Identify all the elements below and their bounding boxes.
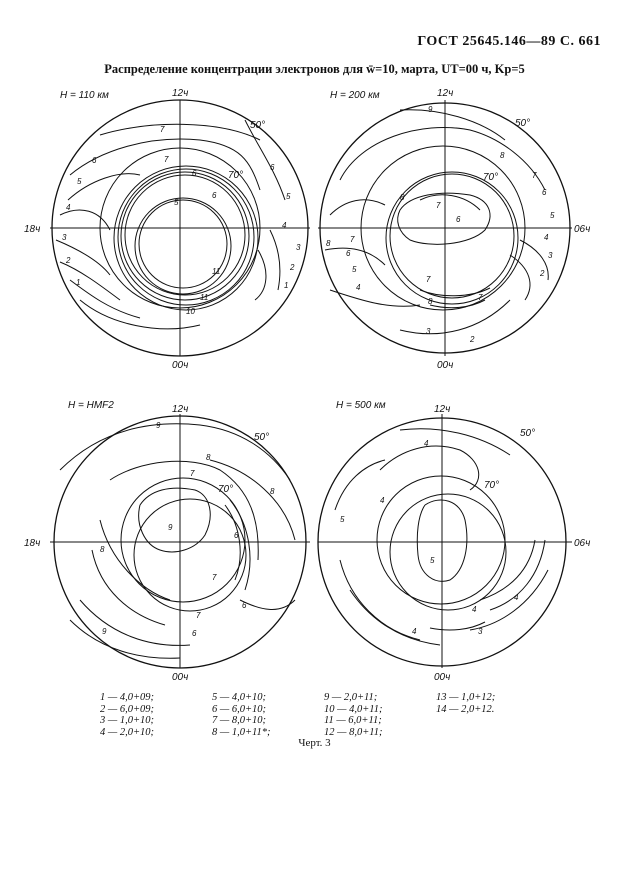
svg-text:4: 4	[424, 439, 429, 448]
svg-text:6: 6	[270, 163, 275, 172]
svg-text:4: 4	[356, 283, 361, 292]
svg-text:7: 7	[160, 125, 165, 134]
panel1-top-label: 12ч	[172, 88, 189, 99]
svg-text:8: 8	[428, 297, 433, 306]
legend-item: 7 — 8,0+10;	[212, 715, 267, 726]
legend-item: 5 — 4,0+10;	[212, 692, 267, 703]
svg-text:7: 7	[532, 171, 537, 180]
svg-text:3: 3	[426, 327, 431, 336]
panel4-lat70-label: 70°	[484, 480, 500, 491]
svg-text:8: 8	[500, 151, 505, 160]
svg-text:5: 5	[430, 556, 435, 565]
svg-text:4: 4	[380, 496, 385, 505]
legend-item: 11 — 6,0+11;	[324, 715, 382, 726]
svg-text:3: 3	[478, 627, 483, 636]
legend-item: 12 — 8,0+11;	[324, 726, 383, 738]
svg-text:5: 5	[352, 265, 357, 274]
legend-item: 4 — 2,0+10;	[100, 726, 155, 738]
panel1-bottom-label: 00ч	[172, 360, 189, 371]
svg-text:9: 9	[428, 105, 433, 114]
panel4-top-label: 12ч	[434, 404, 451, 415]
svg-text:7: 7	[478, 293, 483, 302]
panel3-top-label: 12ч	[172, 404, 189, 415]
svg-text:3: 3	[62, 233, 67, 242]
legend-item: 10 — 4,0+11;	[324, 703, 383, 715]
svg-text:5: 5	[77, 177, 82, 186]
svg-text:3: 3	[548, 251, 553, 260]
svg-text:4: 4	[282, 221, 287, 230]
svg-text:9: 9	[102, 627, 107, 636]
svg-text:6: 6	[92, 156, 97, 165]
svg-text:6: 6	[192, 169, 197, 178]
svg-text:8: 8	[206, 453, 211, 462]
svg-text:11: 11	[212, 267, 221, 276]
panel-500km	[318, 414, 572, 668]
svg-text:8: 8	[270, 487, 275, 496]
panel3-lat70-label: 70°	[218, 484, 234, 495]
svg-text:7: 7	[426, 275, 431, 284]
panel1-height-label: H = 110 км	[60, 90, 109, 101]
svg-text:4: 4	[66, 203, 71, 212]
svg-text:5: 5	[174, 198, 179, 207]
legend-item: 14 — 2,0+12.	[436, 703, 495, 715]
legend-item: 13 — 1,0+12;	[436, 692, 496, 703]
svg-text:4: 4	[412, 627, 417, 636]
panel2-height-label: H = 200 км	[330, 90, 380, 101]
panel2-bottom-label: 00ч	[437, 360, 454, 371]
svg-text:7: 7	[164, 155, 169, 164]
svg-text:7: 7	[212, 573, 217, 582]
panel4-height-label: H = 500 км	[336, 400, 386, 411]
svg-text:2: 2	[540, 269, 545, 278]
svg-text:2: 2	[470, 335, 475, 344]
panel2-top-label: 12ч	[437, 88, 454, 99]
svg-text:6: 6	[234, 531, 239, 540]
svg-text:9: 9	[168, 523, 173, 532]
svg-text:6: 6	[456, 215, 461, 224]
legend-item: 6 — 6,0+10;	[212, 703, 267, 715]
legend-item: 2 — 6,0+09;	[100, 703, 155, 715]
svg-text:1: 1	[76, 278, 81, 287]
svg-text:8: 8	[400, 193, 405, 202]
svg-text:6: 6	[242, 601, 247, 610]
panel-200km	[318, 100, 572, 356]
panel4-bottom-label: 00ч	[434, 672, 451, 683]
panel3-height-label: H = HMF2	[68, 400, 114, 411]
figure-title: Распределение концентрации электронов для w̄=10, марта, UT=00 ч, Kp=5	[104, 62, 525, 76]
svg-text:11: 11	[200, 293, 209, 302]
svg-text:6: 6	[542, 188, 547, 197]
panel-110km	[50, 100, 310, 356]
legend-item: 1 — 4,0+09;	[100, 692, 155, 703]
svg-text:2: 2	[66, 256, 71, 265]
svg-text:6: 6	[192, 629, 197, 638]
svg-text:6: 6	[346, 249, 351, 258]
panel4-right-label: 06ч	[574, 538, 591, 549]
svg-text:4: 4	[544, 233, 549, 242]
legend	[100, 692, 530, 738]
svg-text:6: 6	[212, 191, 217, 200]
panel-hmf2	[50, 414, 310, 668]
svg-text:5: 5	[550, 211, 555, 220]
svg-text:5: 5	[340, 515, 345, 524]
legend-item: 9 — 2,0+11;	[324, 692, 378, 703]
svg-text:8: 8	[326, 239, 331, 248]
svg-text:4: 4	[472, 605, 477, 614]
figure-caption: Черт. 3	[298, 737, 331, 749]
svg-text:9: 9	[156, 421, 161, 430]
svg-text:7: 7	[350, 235, 355, 244]
panel3-lat50-label: 50°	[254, 432, 270, 443]
panel2-right-label: 06ч	[574, 224, 591, 235]
svg-text:5: 5	[286, 192, 291, 201]
svg-text:7: 7	[190, 469, 195, 478]
page-header: ГОСТ 25645.146—89 С. 661	[417, 34, 601, 49]
panel4-lat50-label: 50°	[520, 428, 536, 439]
panel2-lat70-label: 70°	[483, 172, 499, 183]
panel1-lat70-label: 70°	[228, 170, 244, 181]
panel2-lat50-label: 50°	[515, 118, 531, 129]
panel3-bottom-label: 00ч	[172, 672, 189, 683]
legend-item: 8 — 1,0+11*;	[212, 726, 271, 738]
panel1-left-label: 18ч	[24, 224, 41, 235]
panel1-lat50-label: 50°	[250, 120, 266, 131]
svg-text:4: 4	[514, 593, 519, 602]
legend-item: 3 — 1,0+10;	[100, 715, 155, 726]
svg-text:7: 7	[436, 201, 441, 210]
svg-text:2: 2	[290, 263, 295, 272]
svg-text:8: 8	[100, 545, 105, 554]
svg-text:1: 1	[284, 281, 289, 290]
svg-text:7: 7	[196, 611, 201, 620]
svg-text:10: 10	[186, 307, 195, 316]
legend-item	[436, 715, 536, 727]
panel3-left-label: 18ч	[24, 538, 41, 549]
svg-text:3: 3	[296, 243, 301, 252]
